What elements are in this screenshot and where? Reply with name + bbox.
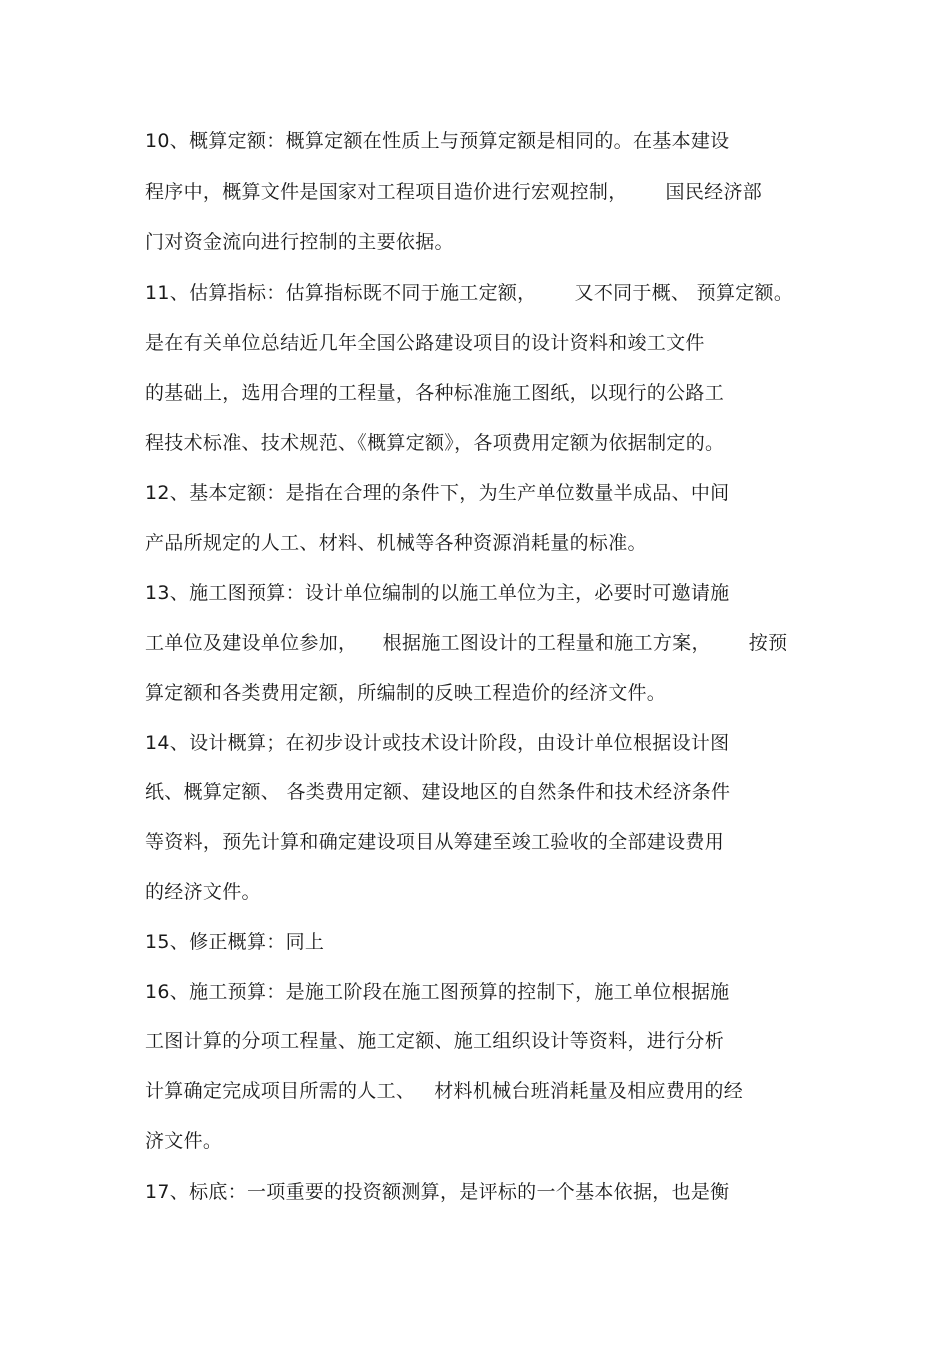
text-line: 是在有关单位总结近几年全国公路建设项目的设计资料和竣工文件 — [145, 332, 705, 354]
text-line: 14、设计概算；在初步设计或技术设计阶段，由设计单位根据设计图 — [145, 732, 730, 754]
text-line: 11、估算指标：估算指标既不同于施工定额， 又不同于概、 预算定额。 — [145, 282, 794, 304]
text-line: 13、施工图预算：设计单位编制的以施工单位为主，必要时可邀请施 — [145, 582, 730, 604]
text-line: 程技术标准、技术规范、《概算定额》，各项费用定额为依据制定的。 — [145, 432, 725, 454]
text-line: 算定额和各类费用定额，所编制的反映工程造价的经济文件。 — [145, 682, 667, 704]
text-line: 12、基本定额：是指在合理的条件下，为生产单位数量半成品、中间 — [145, 482, 730, 504]
text-line: 15、修正概算：同上 — [145, 931, 325, 953]
text-line: 工单位及建设单位参加， 根据施工图设计的工程量和施工方案， 按预 — [145, 632, 788, 654]
text-line: 纸、概算定额、 各类费用定额、建设地区的自然条件和技术经济条件 — [145, 781, 731, 803]
text-line: 程序中，概算文件是国家对工程项目造价进行宏观控制， 国民经济部 — [145, 181, 763, 203]
text-line: 济文件。 — [145, 1130, 223, 1152]
text-line: 等资料，预先计算和确定建设项目从筹建至竣工验收的全部建设费用 — [145, 831, 725, 853]
text-line: 10、概算定额：概算定额在性质上与预算定额是相同的。在基本建设 — [145, 130, 730, 152]
text-line: 的经济文件。 — [145, 881, 261, 903]
text-line: 计算确定完成项目所需的人工、 材料机械台班消耗量及相应费用的经 — [145, 1080, 744, 1102]
text-line: 产品所规定的人工、材料、机械等各种资源消耗量的标准。 — [145, 532, 647, 554]
text-line: 17、标底：一项重要的投资额测算，是评标的一个基本依据，也是衡 — [145, 1181, 730, 1203]
text-line: 门对资金流向进行控制的主要依据。 — [145, 231, 454, 253]
text-line: 16、施工预算：是施工阶段在施工图预算的控制下，施工单位根据施 — [145, 981, 730, 1003]
text-line: 工图计算的分项工程量、施工定额、施工组织设计等资料，进行分析 — [145, 1030, 725, 1052]
text-line: 的基础上，选用合理的工程量，各种标准施工图纸，以现行的公路工 — [145, 382, 725, 404]
